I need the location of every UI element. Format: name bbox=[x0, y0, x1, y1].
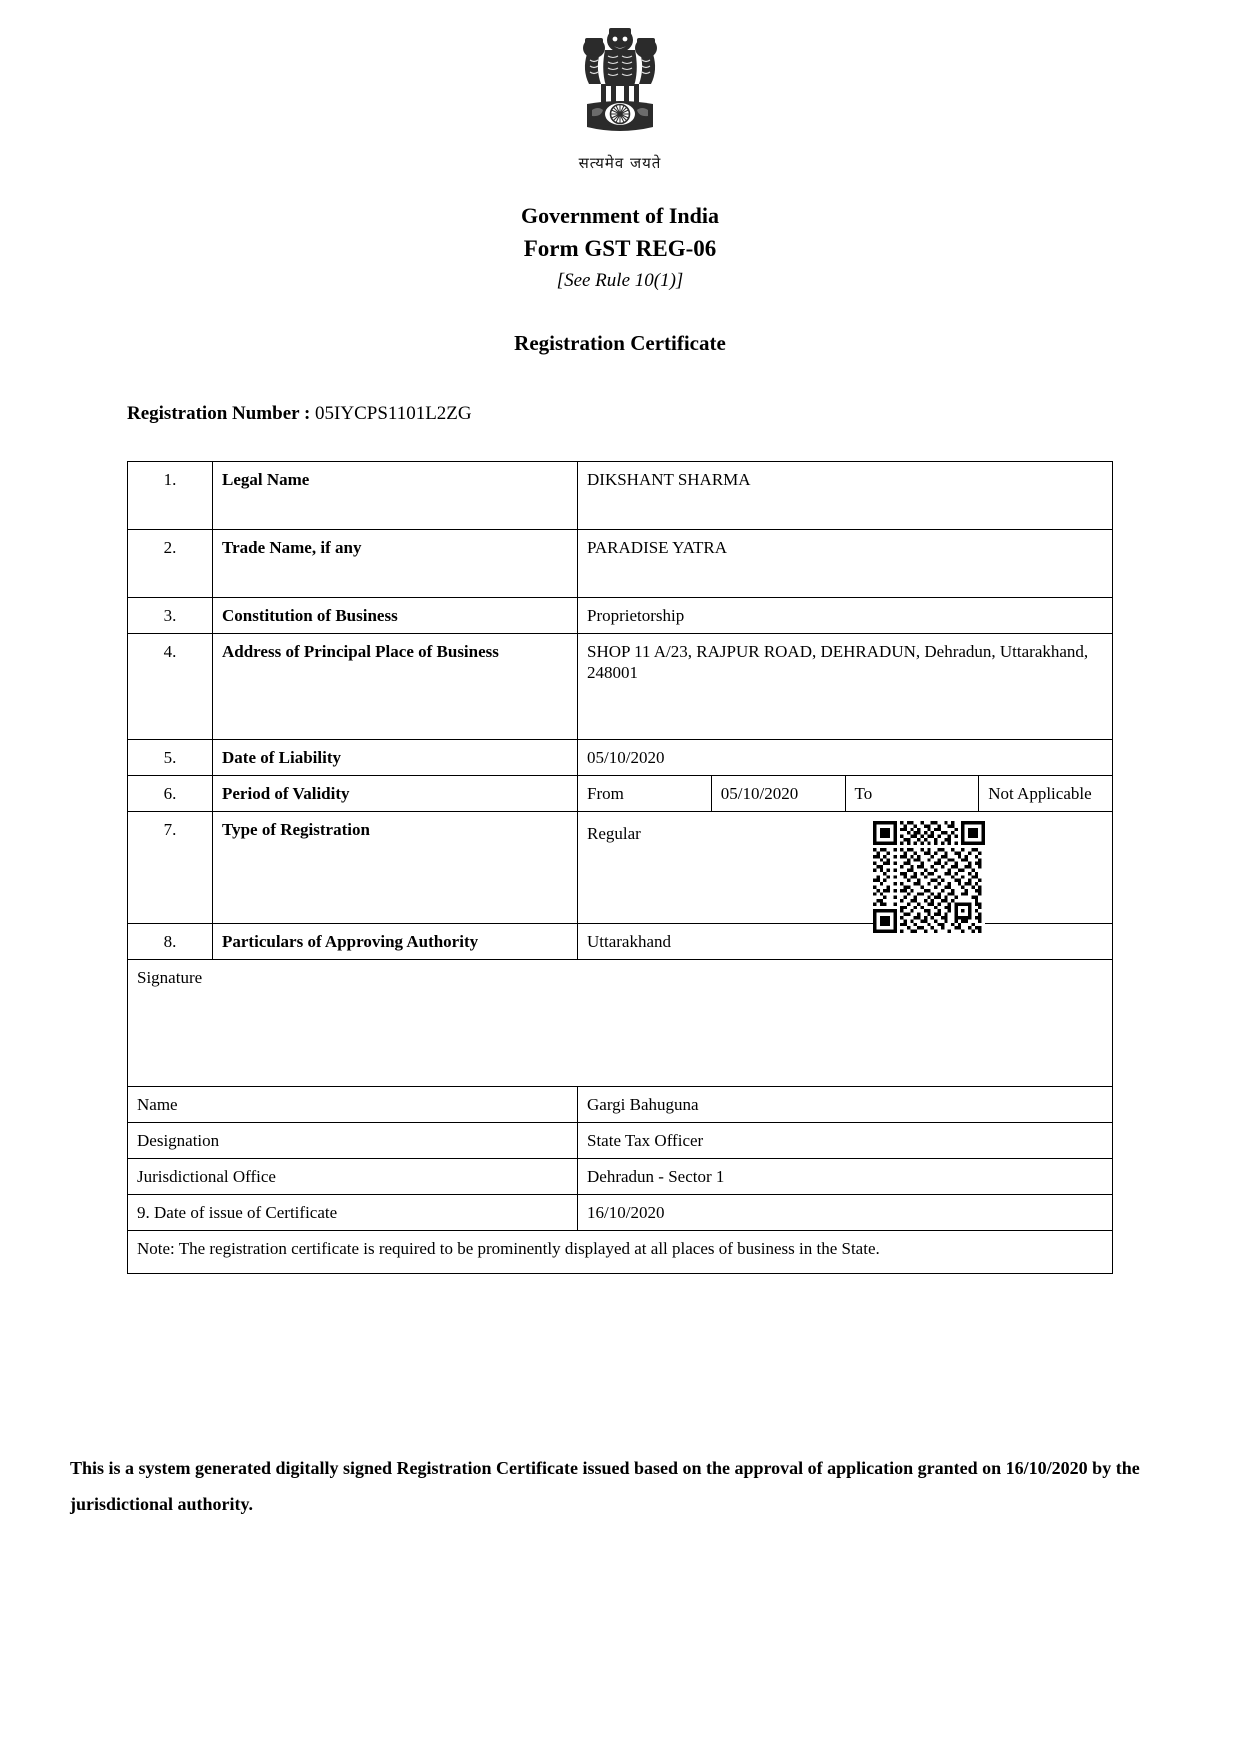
row-value: Uttarakhand bbox=[578, 924, 1113, 960]
registration-number-value: 05IYCPS1101L2ZG bbox=[315, 403, 472, 424]
row-value: PARADISE YATRA bbox=[578, 530, 1113, 598]
row-label: Type of Registration bbox=[213, 812, 578, 924]
note-row bbox=[128, 1231, 1113, 1274]
form-title: Form GST REG-06 bbox=[523, 236, 717, 261]
validity-to-value: Not Applicable bbox=[979, 776, 1113, 812]
row-label: Constitution of Business bbox=[213, 598, 578, 634]
rule-reference: [See Rule 10(1)] bbox=[556, 270, 684, 291]
row-label: Period of Validity bbox=[213, 776, 578, 812]
authority-value: Gargi Bahuguna bbox=[578, 1087, 1113, 1123]
qr-code-icon bbox=[873, 821, 985, 933]
table-row bbox=[128, 1123, 1113, 1159]
validity-from-label: From bbox=[578, 776, 712, 812]
row-number: 4. bbox=[128, 634, 213, 740]
row-label: Address of Principal Place of Business bbox=[213, 634, 578, 740]
authority-value: Dehradun - Sector 1 bbox=[578, 1159, 1113, 1195]
row-number: 2. bbox=[128, 530, 213, 598]
table-row bbox=[128, 462, 1113, 530]
row-number: 5. bbox=[128, 740, 213, 776]
row-number: 1. bbox=[128, 462, 213, 530]
authority-label: Name bbox=[128, 1087, 578, 1123]
row-label: Trade Name, if any bbox=[213, 530, 578, 598]
row-number: 7. bbox=[128, 812, 213, 924]
note-text: Note: The registration certificate is required to be prominently displayed at all places of business in the State. bbox=[128, 1231, 1113, 1274]
row-label: Legal Name bbox=[213, 462, 578, 530]
table-row bbox=[128, 812, 1113, 924]
document-heading-block bbox=[0, 200, 1240, 358]
registration-number-line bbox=[127, 403, 472, 425]
row-value: SHOP 11 A/23, RAJPUR ROAD, DEHRADUN, Dehradun, Uttarakhand, 248001 bbox=[578, 634, 1113, 740]
validity-to-label: To bbox=[845, 776, 979, 812]
authority-label: 9. Date of issue of Certificate bbox=[128, 1195, 578, 1231]
row-value: 05/10/2020 bbox=[578, 740, 1113, 776]
row-number: 8. bbox=[128, 924, 213, 960]
row-value: DIKSHANT SHARMA bbox=[578, 462, 1113, 530]
row-value: Regular bbox=[587, 824, 641, 843]
row-value: Proprietorship bbox=[578, 598, 1113, 634]
table-row bbox=[128, 1159, 1113, 1195]
table-row bbox=[128, 740, 1113, 776]
row-label: Particulars of Approving Authority bbox=[213, 924, 578, 960]
authority-value: State Tax Officer bbox=[578, 1123, 1113, 1159]
emblem-motto: सत्यमेव जयते bbox=[578, 154, 662, 172]
registration-type-cell bbox=[578, 812, 1113, 924]
registration-number-label: Registration Number : bbox=[127, 403, 311, 424]
authority-value: 16/10/2020 bbox=[578, 1195, 1113, 1231]
national-emblem-block bbox=[0, 18, 1240, 173]
row-label: Date of Liability bbox=[213, 740, 578, 776]
authority-label: Designation bbox=[128, 1123, 578, 1159]
page-title: Registration Certificate bbox=[514, 331, 726, 355]
table-row bbox=[128, 598, 1113, 634]
authority-label: Jurisdictional Office bbox=[128, 1159, 578, 1195]
table-row bbox=[128, 1195, 1113, 1231]
footer-disclaimer: This is a system generated digitally signed Registration Certificate issued based on the approval of application granted on 16/10/2020 by the jurisdictional authority. bbox=[70, 1458, 1140, 1514]
row-number: 6. bbox=[128, 776, 213, 812]
table-row bbox=[128, 776, 1113, 812]
india-national-emblem-icon bbox=[561, 18, 679, 151]
table-row bbox=[128, 1087, 1113, 1123]
signature-label: Signature bbox=[128, 960, 1113, 1087]
signature-row bbox=[128, 960, 1113, 1087]
validity-from-value: 05/10/2020 bbox=[711, 776, 845, 812]
government-title: Government of India bbox=[521, 203, 719, 228]
row-number: 3. bbox=[128, 598, 213, 634]
table-row bbox=[128, 530, 1113, 598]
table-row bbox=[128, 634, 1113, 740]
registration-details-table bbox=[127, 461, 1113, 1274]
